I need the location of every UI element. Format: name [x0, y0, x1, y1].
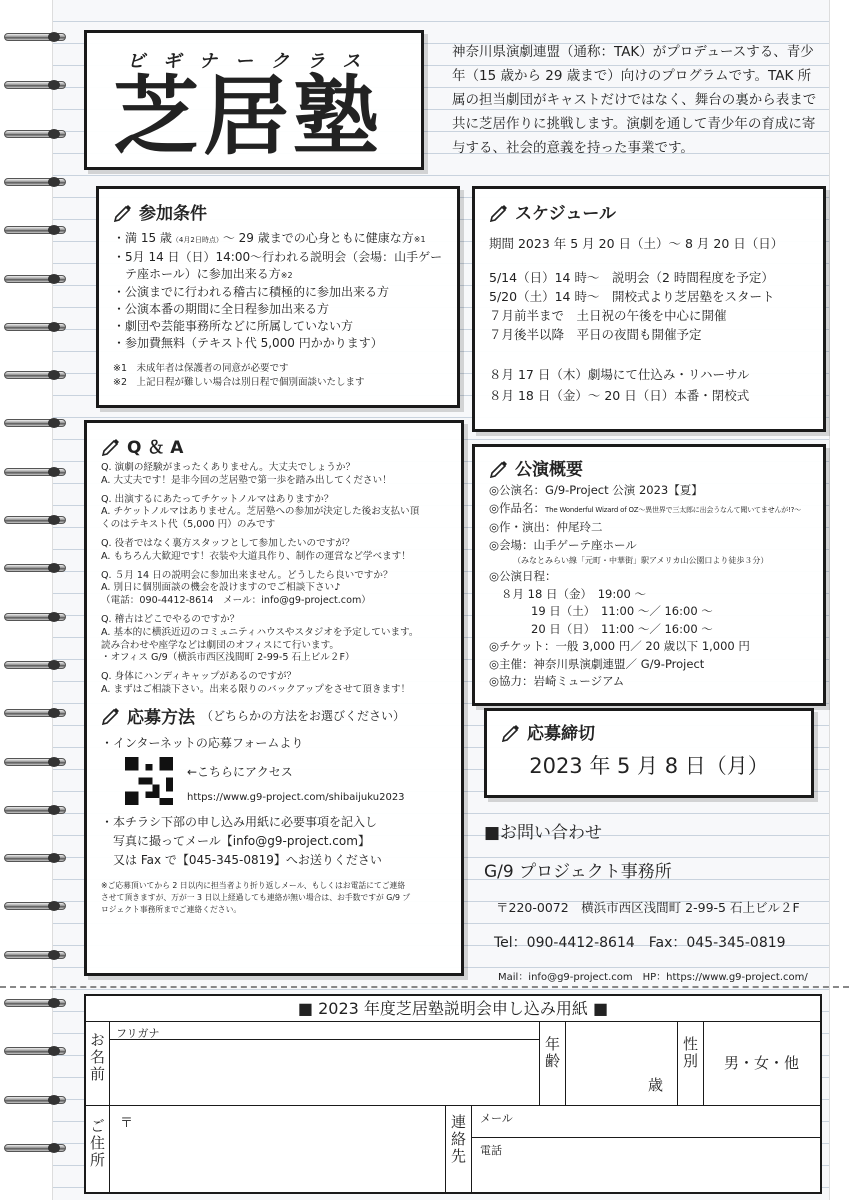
pencil-icon — [101, 436, 121, 456]
form-title: ■ 2023 年度芝居塾説明会申し込み用紙 ■ — [86, 996, 820, 1022]
qa-line: A. 大丈夫です！是非今回の芝居塾で第一歩を踏み出してください！ — [101, 474, 392, 486]
apply-heading: 応募方法 — [127, 707, 195, 728]
phone-field[interactable]: 電話 — [480, 1144, 502, 1157]
qa-line: Q. 身体にハンディキャップがあるのですが？ — [101, 671, 297, 683]
conditions-list: ・満 15 歳（4月2日時点）～ 29 歳までの心身ともに健康な方※1 ・5月 14 日（日）14:00～行われる説明会（会場：山手ゲー テ座ホール）に参加出来る方※2 ・公演までに行われる稽古に積極的に参加出来る方 ・公演本番の期間に全日程参加出来る方 ・劇団や芸能事務所などに所属していない方 ・参加費無料（テキスト代 5,000 円かかります） — [113, 231, 443, 350]
spiral-ring — [4, 416, 66, 430]
spiral-ring — [4, 223, 66, 237]
qa-box — [84, 420, 464, 976]
gender-field[interactable]: 男・女・他 — [704, 1022, 820, 1106]
spiral-ring — [4, 610, 66, 624]
spiral-ring — [4, 30, 66, 44]
qa-list — [101, 462, 447, 697]
spiral-binding — [0, 30, 70, 1190]
spiral-ring — [4, 996, 66, 1010]
spiral-ring — [4, 368, 66, 382]
performance-heading: 公演概要 — [515, 460, 583, 480]
apply-subheading: （どちらかの方法をお選びください） — [201, 708, 406, 723]
pencil-icon — [489, 202, 509, 222]
title-ruby: ビギナークラス — [127, 51, 379, 72]
qa-line: Q. 出演するにあたってチケットノルマはありますか？ — [101, 493, 334, 505]
spiral-ring — [4, 78, 66, 92]
schedule-list: 5/14（日）14 時～ 説明会（2 時間程度を予定） 5/20（土）14 時～ 開校式より芝居塾をスタート ７月前半まで 土日祝の午後を中心に開催 ７月後半以降 平日の夜間も開催予定 — [489, 270, 775, 342]
spiral-ring — [4, 1141, 66, 1155]
pencil-icon — [501, 722, 521, 742]
name-label: お名前 — [88, 1032, 106, 1083]
apply-mail: ・本チラシ下部の申し込み用紙に必要事項を記入し 写真に撮ってメール【info@g9-project.com】 又は Fax で【045-345-0819】へお送りください — [101, 814, 382, 867]
conditions-box — [96, 186, 460, 408]
qa-line: ・オフィス G/9（横浜市西区浅間町 2-99-5 石上ビル２F） — [101, 652, 355, 664]
name-field[interactable] — [110, 1040, 540, 1106]
spiral-ring — [4, 755, 66, 769]
spiral-ring — [4, 706, 66, 720]
qa-line: Q. 役者ではなく裏方スタッフとして参加したいのですが？ — [101, 537, 355, 549]
gender-label: 性別 — [681, 1036, 699, 1070]
contact-office: G/9 プロジェクト事務所 — [484, 862, 672, 882]
intro-text: 神奈川県演劇連盟（通称：TAK）がプロデュースする、青少 年（15 歳から 29 歳まで）向けのプログラムです。TAK 所 属の担当劇団がキャストだけではなく、舞台の裏から表まで 共に芝居作りに挑戦します。演劇を通して青少年の育成に寄 与する、社会的意義を持った事業です。 — [452, 44, 817, 156]
furigana-field[interactable]: フリガナ — [110, 1022, 540, 1040]
age-label: 年齢 — [543, 1036, 561, 1070]
pencil-icon — [489, 458, 509, 478]
qa-line: （電話：090-4412-8614 メール：info@g9-project.com） — [101, 595, 371, 607]
qa-heading: Q ＆ A — [127, 438, 184, 458]
spiral-ring — [4, 465, 66, 479]
spiral-ring — [4, 899, 66, 913]
spiral-ring — [4, 851, 66, 865]
spiral-ring — [4, 1044, 66, 1058]
qa-line: A. 別日に個別面談の機会を設けますのでご相談下さい♪ — [101, 582, 341, 594]
qa-line: A. もちろん大歓迎です！衣装や大道具作り、制作の運営など学べます！ — [101, 550, 411, 562]
spiral-ring — [4, 948, 66, 962]
performance-box — [472, 444, 826, 706]
apply-url[interactable]: https://www.g9-project.com/shibaijuku2023 — [187, 791, 405, 803]
address-label: ご住所 — [88, 1118, 106, 1169]
spiral-ring — [4, 561, 66, 575]
schedule-list-2: ８月 17 日（木）劇場にて仕込み・リハーサル ８月 18 日（金）～ 20 日（日）本番・閉校式 — [489, 367, 750, 403]
contact-label: 連絡先 — [449, 1114, 467, 1165]
qa-line: Q. ５月 14 日の説明会に参加出来ません。どうしたら良いですか？ — [101, 569, 393, 581]
contact-heading: ■お問い合わせ — [484, 823, 603, 843]
qa-line: Q. 演劇の経験がまったくありません。大丈夫でしょうか？ — [101, 462, 356, 473]
conditions-notes: ※1 未成年者は保護者の同意が必要です ※2 上記日程が難しい場合は別日程で個別面談いたします — [113, 363, 365, 388]
spiral-ring — [4, 175, 66, 189]
spiral-ring — [4, 1093, 66, 1107]
schedule-period: 期間 2023 年 5 月 20 日（土）～ 8 月 20 日（日） — [489, 236, 784, 251]
contact-tel: Tel：090-4412-8614 Fax：045-345-0819 — [494, 935, 786, 951]
performance-list: ◎公演名：G/9-Project 公演 2023【夏】 ◎作品名：The Wonderful Wizard of OZ～異世界で三太郎に出会うなんて聞いてませんが!?～ ◎作・演出：仲尾玲二 ◎会場：山手ゲーテ座ホール （みなとみらい線「元町・中華街」駅アメリカ山公園口より徒歩３分） ◎公演日程： ８月 18 日（金） 19:00 ～ 19 日（土） 11:00 ～／ 16:00 ～ 20 日（日） 11:00 ～／ 16:00 ～ ◎チケット：一般 3,000 円／ 20 歳以下 1,000 円 ◎主催：神奈川県演劇連盟／ G/9-Project ◎協力：岩崎ミュージアム — [489, 483, 801, 688]
cut-line — [0, 986, 849, 988]
schedule-heading: スケジュール — [515, 204, 616, 224]
schedule-box — [472, 186, 826, 432]
spiral-ring — [4, 127, 66, 141]
spiral-ring — [4, 513, 66, 527]
deadline-heading: 応募締切 — [527, 724, 595, 744]
qa-line: Q. 稽古はどこでやるのですか？ — [101, 613, 240, 625]
apply-note: ※ご応募頂いてから 2 日以内に担当者より折り返しメール、もしくはお電話にてご連絡 させて頂きますが、万が一 3 日以上経過しても連絡が無い場合は、お手数ですが G/9 プ ロジェクト事務所までご連絡ください。 — [101, 880, 411, 914]
qa-line: くのはテキスト代（5,000 円）のみです — [101, 519, 276, 531]
page-title: 芝居塾 — [113, 66, 383, 167]
pencil-icon — [101, 705, 121, 725]
spiral-ring — [4, 658, 66, 672]
spiral-ring — [4, 803, 66, 817]
conditions-heading: 参加条件 — [139, 204, 207, 224]
qa-line: A. まずはご相談下さい。出来る限りのバックアップをさせて頂きます！ — [101, 683, 411, 695]
title-box — [84, 30, 424, 170]
access-label: ←こちらにアクセス — [187, 764, 293, 779]
contact-web[interactable]: Mail：info@g9-project.com HP：https://www.g9-project.com/ — [498, 972, 808, 983]
pencil-icon — [113, 202, 133, 222]
age-field[interactable]: 歳 — [566, 1022, 678, 1106]
spiral-ring — [4, 272, 66, 286]
apply-internet: ・インターネットの応募フォームより — [101, 735, 304, 750]
qa-line: 読み合わせや座学などは劇団のオフィスにて行います。 — [101, 639, 340, 651]
deadline-date: 2023 年 5 月 8 日（月） — [529, 754, 769, 778]
application-form — [84, 994, 822, 1194]
address-field[interactable]: 〒 — [110, 1106, 446, 1192]
qa-line: A. チケットノルマはありません。芝居塾への参加が決定した後お支払い頂 — [101, 506, 420, 518]
mail-field[interactable]: メール — [472, 1106, 820, 1138]
deadline-box — [484, 708, 814, 798]
spiral-ring — [4, 320, 66, 334]
contact-address: 〒220-0072 横浜市西区浅間町 2-99-5 石上ビル２F — [496, 900, 800, 915]
qa-line: A. 基本的に横浜近辺のコミュニティハウスやスタジオを予定しています。 — [101, 626, 419, 638]
contact-block — [484, 818, 824, 983]
qr-code-icon[interactable] — [125, 757, 173, 805]
